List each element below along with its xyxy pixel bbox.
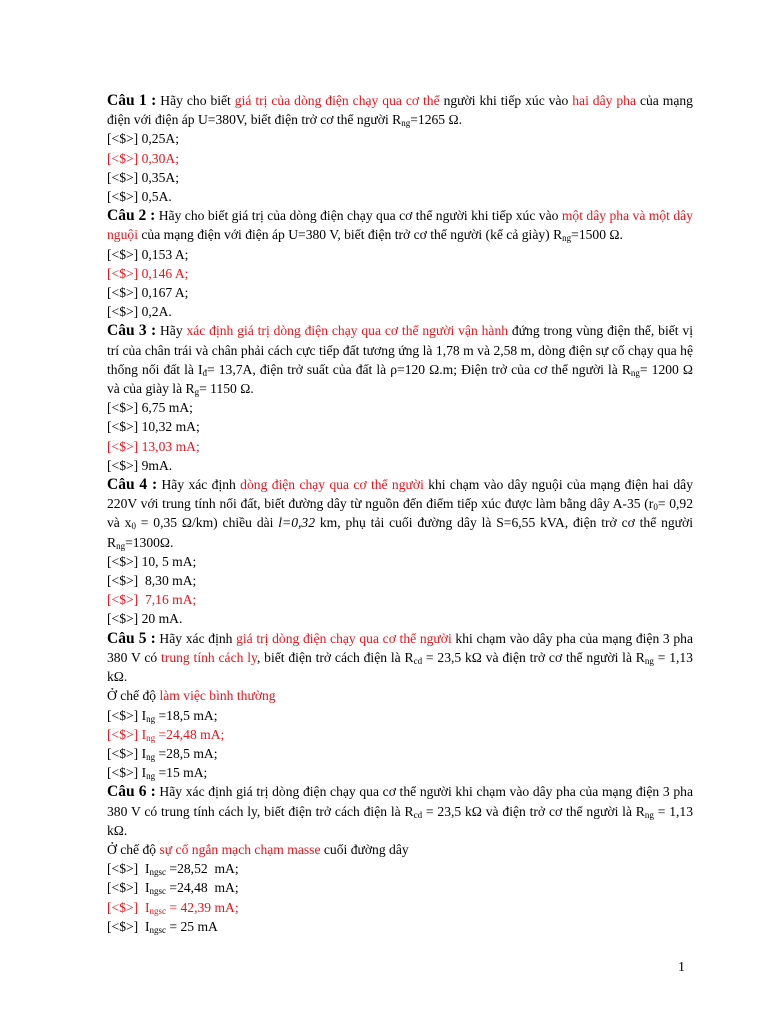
- question-5: [107, 629, 693, 783]
- question-stem: [107, 91, 693, 129]
- inline-text: hai dây pha: [572, 93, 637, 108]
- inline-text: = 23,5 kΩ và điện trở cơ thể người là R: [422, 649, 645, 665]
- answer-option: [107, 878, 693, 897]
- subscript-text: ngsc: [149, 867, 167, 878]
- answer-option: [107, 917, 693, 936]
- inline-text: cuối đường dây: [320, 841, 409, 857]
- answer-option-correct: [107, 264, 693, 283]
- inline-text: =1300Ω.: [125, 534, 174, 550]
- subscript-text: 0: [653, 502, 658, 513]
- subscript-text: ng: [644, 655, 654, 666]
- inline-text: Hãy xác định: [155, 630, 237, 646]
- inline-text: trung tính cách ly: [161, 649, 257, 665]
- inline-text: một dây pha và một dây nguội: [107, 208, 694, 243]
- subscript-text: đ: [202, 367, 208, 378]
- inline-text: của mạng điện với điện áp U=380V, biết điện trở cơ thể người R: [107, 93, 693, 128]
- inline-text: =24,48 mA;: [155, 726, 225, 742]
- answer-option: [107, 859, 693, 878]
- inline-text: làm việc bình thường: [159, 688, 276, 704]
- inline-text: =1265 Ω.: [410, 112, 462, 128]
- inline-text: [<$>] 7,16 mA;: [107, 592, 197, 608]
- answer-option: [107, 398, 693, 417]
- answer-option: [107, 456, 693, 475]
- question-stem: [107, 321, 693, 398]
- question-6: [107, 782, 693, 936]
- question-4: [107, 475, 693, 629]
- inline-text: = 0,35 Ω/km) chiều dài: [135, 515, 279, 531]
- inline-text: = 13,7A, điện trở suất của đất là ρ=120 Ω.m; Điện trở của cơ thể người là R: [207, 361, 631, 377]
- inline-text: của mạng điện với điện áp U=380 V, biết điện trở cơ thể người (kể cả giày) R: [137, 227, 563, 243]
- inline-text: = 42,39 mA;: [166, 899, 239, 915]
- inline-text: Ở chế độ: [107, 841, 160, 857]
- answer-option: [107, 168, 693, 187]
- inline-text: Hãy cho biết: [156, 93, 235, 108]
- answer-option-correct: [107, 437, 693, 456]
- question-label: Câu 2 :: [107, 207, 156, 225]
- inline-text: giá trị dòng điện chạy qua cơ thể người: [236, 630, 452, 646]
- inline-text: = 23,5 kΩ và điện trở cơ thể người là R: [422, 803, 645, 819]
- subscript-text: ng: [116, 540, 126, 551]
- inline-text: = 25 mA: [166, 918, 218, 934]
- inline-text: [<$>] I: [107, 880, 150, 896]
- inline-text: = 0,92 và x: [107, 496, 693, 531]
- question-2: [107, 206, 693, 321]
- answer-option: [107, 187, 693, 206]
- inline-text: =15 mA;: [155, 765, 208, 781]
- question-mode: [107, 686, 693, 705]
- subscript-text: ngsc: [149, 886, 167, 897]
- inline-text: [<$>] 0,167 A;: [107, 285, 189, 301]
- answer-option: [107, 129, 693, 148]
- subscript-text: ng: [146, 751, 156, 762]
- inline-text: Ở chế độ: [107, 688, 160, 704]
- subscript-text: ng: [630, 367, 640, 378]
- inline-text: người khi tiếp xúc vào: [439, 93, 573, 108]
- inline-text: Hãy cho biết giá trị của dòng điện chạy qua cơ thể người khi tiếp xúc vào: [155, 208, 562, 224]
- inline-text: [<$>] 10,32 mA;: [107, 419, 200, 435]
- answer-option-correct: [107, 898, 693, 917]
- answer-option: [107, 417, 693, 436]
- inline-text: giá trị của dòng điện chạy qua cơ thể: [234, 93, 440, 108]
- inline-text: [<$>] 0,5A.: [107, 189, 172, 205]
- inline-text: =28,5 mA;: [155, 745, 218, 761]
- question-label: Câu 6 :: [107, 783, 156, 801]
- answer-option: [107, 552, 693, 571]
- question-stem: [107, 475, 693, 552]
- answer-option-correct: [107, 725, 693, 744]
- answer-option: [107, 609, 693, 628]
- inline-text: = 1,13 kΩ.: [107, 803, 693, 838]
- subscript-text: ngsc: [149, 924, 167, 935]
- inline-text: [<$>] 0,153 A;: [107, 246, 189, 262]
- inline-text: l=0,32: [278, 515, 316, 531]
- question-stem: [107, 629, 693, 687]
- inline-text: dòng điện chạy qua cơ thể người: [240, 477, 424, 493]
- inline-text: Hãy: [156, 323, 187, 339]
- inline-text: [<$>] I: [107, 745, 147, 761]
- answer-option: [107, 706, 693, 725]
- inline-text: đứng trong vùng điện thế, biết vị trí của chân trái và chân phải cách cực tiếp đất tương ứng là 1,78 m và 2,58 m, dòng điện sự cố chạy qua hệ thống nối đất là I: [107, 323, 693, 377]
- inline-text: [<$>] 0,2A.: [107, 304, 172, 320]
- subscript-text: ng: [146, 732, 156, 743]
- inline-text: = 1200 Ω và của giày là R: [107, 361, 693, 397]
- inline-text: [<$>] I: [107, 726, 147, 742]
- inline-text: [<$>] I: [107, 918, 150, 934]
- question-stem: [107, 206, 693, 244]
- inline-text: km, phụ tải cuối đường dây là S=6,55 kVA, điện trở cơ thể người R: [107, 515, 693, 550]
- subscript-text: 0: [131, 521, 136, 532]
- inline-text: Hãy xác định giá trị dòng điện chạy qua cơ thể người khi chạm vào dây pha của mạng điện 3 pha 380 V có trung tính cách ly, biết điện trở cách điện là R: [107, 784, 693, 819]
- question-3: [107, 321, 693, 475]
- question-label: Câu 4 :: [107, 476, 158, 494]
- subscript-text: ng: [644, 809, 654, 820]
- inline-text: [<$>] 0,146 A;: [107, 265, 189, 281]
- inline-text: =18,5 mA;: [155, 707, 218, 723]
- subscript-text: ngsc: [149, 905, 167, 916]
- subscript-text: ng: [146, 771, 156, 782]
- inline-text: [<$>] 0,30A;: [107, 150, 179, 166]
- question-mode: [107, 840, 693, 859]
- answer-option: [107, 302, 693, 321]
- subscript-text: g: [194, 387, 200, 398]
- question-label: Câu 5 :: [107, 629, 156, 647]
- inline-text: = 1150 Ω.: [199, 381, 254, 397]
- question-stem: [107, 782, 693, 840]
- inline-text: [<$>] 9mA.: [107, 457, 173, 473]
- question-label: Câu 1 :: [107, 92, 157, 109]
- inline-text: = 1,13 kΩ.: [107, 649, 693, 685]
- subscript-text: ng: [562, 233, 572, 244]
- question-label: Câu 3 :: [107, 322, 157, 340]
- inline-text: [<$>] 0,35A;: [107, 169, 179, 185]
- answer-option: [107, 744, 693, 763]
- subscript-text: ng: [146, 713, 156, 724]
- subscript-text: cd: [413, 655, 423, 666]
- inline-text: , biết điện trở cách điện là R: [256, 649, 414, 665]
- inline-text: [<$>] I: [107, 861, 150, 877]
- inline-text: [<$>] 0,25A;: [107, 131, 179, 147]
- inline-text: [<$>] 6,75 mA;: [107, 400, 193, 416]
- inline-text: khi chạm vào dây pha của mạng điện 3 pha 380 V có: [107, 630, 693, 665]
- inline-text: [<$>] 13,03 mA;: [107, 438, 200, 454]
- subscript-text: ng: [401, 118, 411, 129]
- question-list: [107, 91, 693, 936]
- inline-text: =1500 Ω.: [571, 227, 623, 243]
- answer-option: [107, 763, 693, 782]
- subscript-text: cd: [413, 809, 423, 820]
- answer-option-correct: [107, 590, 693, 609]
- page-number: 1: [678, 960, 685, 975]
- inline-text: [<$>] 8,30 mA;: [107, 573, 197, 589]
- answer-option-correct: [107, 149, 693, 168]
- question-1: [107, 91, 693, 206]
- inline-text: [<$>] 10, 5 mA;: [107, 553, 197, 569]
- answer-option: [107, 283, 693, 302]
- inline-text: =24,48 mA;: [166, 880, 239, 896]
- inline-text: [<$>] I: [107, 899, 150, 915]
- inline-text: [<$>] I: [107, 765, 147, 781]
- answer-option: [107, 571, 693, 590]
- answer-option: [107, 245, 693, 264]
- inline-text: =28,52 mA;: [166, 861, 239, 877]
- inline-text: xác định giá trị dòng điện chạy qua cơ thể người vận hành: [186, 323, 509, 339]
- inline-text: Hãy xác định: [157, 477, 241, 493]
- inline-text: sự cố ngắn mạch chạm masse: [159, 841, 321, 857]
- inline-text: [<$>] 20 mA.: [107, 611, 183, 627]
- inline-text: [<$>] I: [107, 707, 147, 723]
- inline-text: khi chạm vào dây nguội của mạng điện hai dây 220V với trung tính nối đất, biết đường dây từ nguồn đến điểm tiếp xúc được làm bằng dây A-35 (r: [107, 477, 693, 512]
